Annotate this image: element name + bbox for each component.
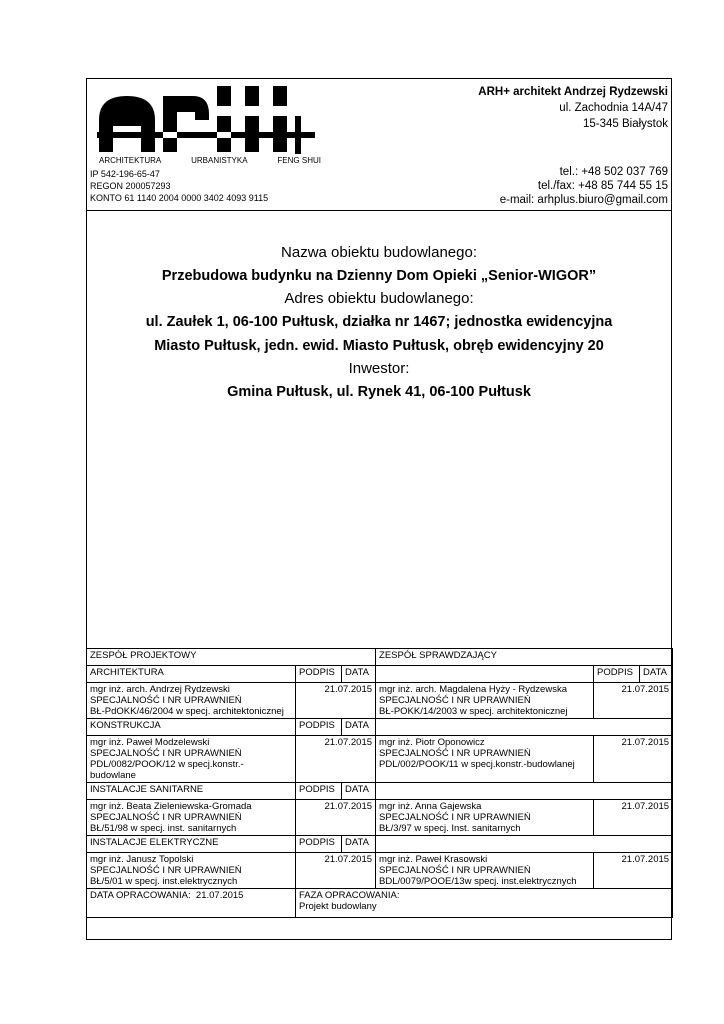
empty-cell xyxy=(376,836,673,853)
designer-name: mgr inż. Janusz Topolski xyxy=(90,854,194,865)
investor: Gmina Pułtusk, ul. Rynek 41, 06-100 Pułtusk xyxy=(227,384,531,400)
designer-cell xyxy=(87,736,296,783)
checker-qual: SPECJALNOŚĆ I NR UPRAWNIEŃ xyxy=(379,748,531,759)
designer-name: mgr inż. Paweł Modzelewski xyxy=(90,737,210,748)
checker-cell xyxy=(376,683,594,719)
checker-date: 21.07.2015 xyxy=(594,683,673,719)
designer-name: mgr inż. arch. Andrzej Rydzewski xyxy=(90,684,230,695)
section-name: KONSTRUKCJA xyxy=(87,719,296,736)
checker-cell xyxy=(376,800,594,836)
prep-date-cell xyxy=(87,889,296,918)
checker-license: BDL/0079/POOE/13w specj. inst.elektrycznych xyxy=(379,876,577,887)
sign-label: PODPIS xyxy=(296,836,342,853)
bank-account: KONTO 61 1140 2004 0000 3402 4093 9115 xyxy=(90,193,269,203)
sign-label: PODPIS xyxy=(296,719,342,736)
logo-subtitle-item: URBANISTYKA xyxy=(191,156,248,165)
date-label: DATA xyxy=(342,666,376,683)
logo-subtitle-item: ARCHITEKTURA xyxy=(99,156,162,165)
logo-subtitle-item: FENG SHUI xyxy=(277,156,321,165)
date-label: DATA xyxy=(640,666,673,683)
design-team-header: ZESPÓŁ PROJEKTOWY xyxy=(87,649,376,666)
designer-license: PDL/0082/POOK/12 w specj.konstr.- xyxy=(90,759,244,770)
tax-id: IP 542-196-65-47 xyxy=(90,169,160,179)
regon: REGON 200057293 xyxy=(90,181,171,191)
sign-label: PODPIS xyxy=(296,666,342,683)
team-row xyxy=(87,683,673,719)
checker-qual: SPECJALNOŚĆ I NR UPRAWNIEŃ xyxy=(379,865,531,876)
checker-cell xyxy=(376,853,594,889)
section-name: INSTALACJE ELEKTRYCZNE xyxy=(87,836,296,853)
section-header-row xyxy=(87,836,673,853)
logo-subtitle xyxy=(99,156,321,165)
prep-date: 21.07.2015 xyxy=(195,890,244,901)
checker-date: 21.07.2015 xyxy=(594,853,673,889)
designer-cell xyxy=(87,853,296,889)
section-name: ARCHITEKTURA xyxy=(87,666,296,683)
checker-license: PDL/002/POOK/11 w specj.konstr.-budowlanej xyxy=(379,759,575,770)
firm-name: ARH+ architekt Andrzej Rydzewski xyxy=(478,86,668,98)
section-header-row xyxy=(87,719,673,736)
phase-cell xyxy=(296,889,673,918)
phase-label: FAZA OPRACOWANIA: xyxy=(299,890,400,901)
empty-cell xyxy=(376,666,594,683)
designer-license: BŁ-PdOKK/46/2004 w specj. architektonicznej xyxy=(90,706,284,717)
object-address-line-1: ul. Zaułek 1, 06-100 Pułtusk, działka nr 1467; jednostka ewidencyjna xyxy=(145,314,613,330)
project-info xyxy=(87,242,671,404)
designer-name: mgr inż. Beata Zieleniewska-Gromada xyxy=(90,801,252,812)
date-label: DATA xyxy=(342,783,376,800)
checker-qual: SPECJALNOŚĆ I NR UPRAWNIEŃ xyxy=(379,695,531,706)
designer-qual: SPECJALNOŚĆ I NR UPRAWNIEŃ xyxy=(90,812,242,823)
designer-cell xyxy=(87,800,296,836)
designer-license-cont: budowlane xyxy=(90,770,136,781)
checker-name: mgr inż. Anna Gajewska xyxy=(379,801,482,812)
team-row xyxy=(87,800,673,836)
firm-contacts xyxy=(500,165,668,207)
firm-address xyxy=(448,84,668,132)
empty-cell xyxy=(376,719,673,736)
checker-name: mgr inż. Piotr Oponowicz xyxy=(379,737,485,748)
checker-qual: SPECJALNOŚĆ I NR UPRAWNIEŃ xyxy=(379,812,531,823)
section-header-row xyxy=(87,666,673,683)
section-header-row xyxy=(87,783,673,800)
firm-fax: tel./fax: +48 85 744 55 15 xyxy=(537,180,668,192)
designer-qual: SPECJALNOŚĆ I NR UPRAWNIEŃ xyxy=(90,748,242,759)
empty-cell xyxy=(376,783,673,800)
prep-date-label: DATA OPRACOWANIA: xyxy=(90,890,191,901)
arh-plus-logo xyxy=(97,86,329,154)
check-team-header: ZESPÓŁ SPRAWDZAJĄCY xyxy=(376,649,673,666)
team-row xyxy=(87,853,673,889)
section-name: INSTALACJE SANITARNE xyxy=(87,783,296,800)
team-row xyxy=(87,736,673,783)
designer-license: BŁ/5/01 w specj. inst.elektrycznych xyxy=(90,876,238,887)
sign-label: PODPIS xyxy=(296,783,342,800)
investor-label: Inwestor: xyxy=(348,360,410,377)
object-name: Przebudowa budynku na Dzienny Dom Opieki „Senior-WIGOR” xyxy=(161,268,597,284)
checker-license: BŁ/3/97 w specj. Inst. sanitarnych xyxy=(379,823,521,834)
firm-city: 15-345 Białystok xyxy=(582,118,668,130)
checker-name: mgr inż. arch. Magdalena Hyży - Rydzewska xyxy=(379,684,567,695)
checker-date: 21.07.2015 xyxy=(594,800,673,836)
title-block-header xyxy=(87,79,671,211)
checker-cell xyxy=(376,736,594,783)
checker-license: BŁ-POKK/14/2003 w specj. architektonicznej xyxy=(379,706,568,717)
designer-date: 21.07.2015 xyxy=(296,853,376,889)
designer-date: 21.07.2015 xyxy=(296,736,376,783)
object-address-label: Adres obiektu budowlanego: xyxy=(284,290,474,307)
footer-row xyxy=(87,889,673,918)
date-label: DATA xyxy=(342,836,376,853)
firm-phone: tel.: +48 502 037 769 xyxy=(559,166,668,178)
designer-qual: SPECJALNOŚĆ I NR UPRAWNIEŃ xyxy=(90,865,242,876)
designer-license: BŁ/51/98 w specj. inst. sanitarnych xyxy=(90,823,237,834)
title-sheet xyxy=(86,78,672,940)
company-ids xyxy=(90,168,268,204)
sign-label: PODPIS xyxy=(594,666,640,683)
designer-date: 21.07.2015 xyxy=(296,683,376,719)
firm-street: ul. Zachodnia 14A/47 xyxy=(559,102,668,114)
checker-name: mgr inż. Paweł Krasowski xyxy=(379,854,488,865)
phase: Projekt budowlany xyxy=(299,901,377,912)
object-name-label: Nazwa obiektu budowlanego: xyxy=(281,244,477,261)
team-table xyxy=(86,648,673,918)
date-label: DATA xyxy=(342,719,376,736)
team-header-row xyxy=(87,649,673,666)
checker-date: 21.07.2015 xyxy=(594,736,673,783)
firm-email: e-mail: arhplus.biuro@gmail.com xyxy=(499,194,668,206)
designer-date: 21.07.2015 xyxy=(296,800,376,836)
object-address-line-2: Miasto Pułtusk, jedn. ewid. Miasto Pułtusk, obręb ewidencyjny 20 xyxy=(154,338,604,354)
designer-qual: SPECJALNOŚĆ I NR UPRAWNIEŃ xyxy=(90,695,242,706)
designer-cell xyxy=(87,683,296,719)
